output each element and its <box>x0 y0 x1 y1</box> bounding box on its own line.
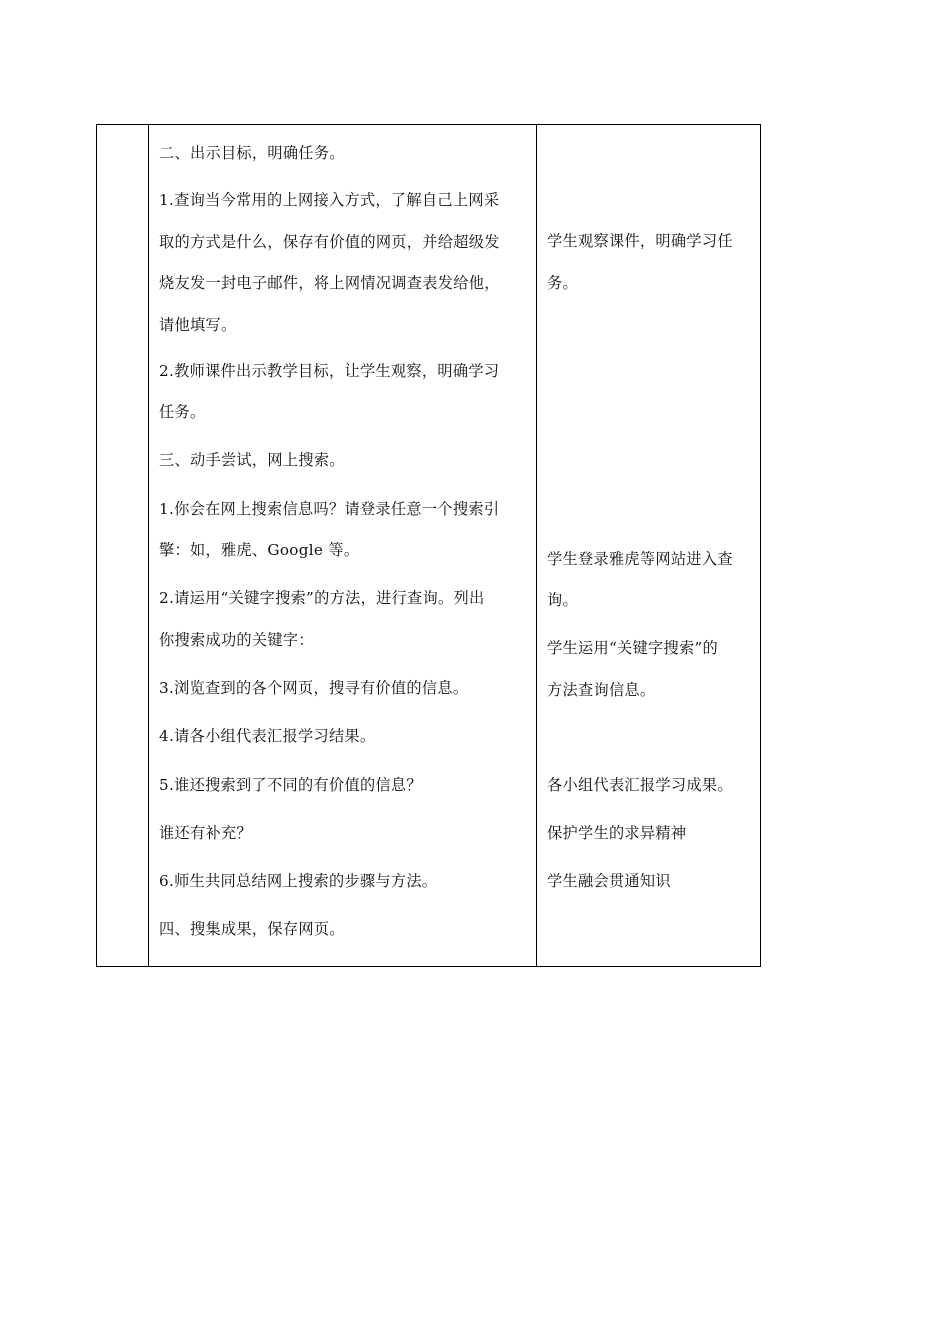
student-line: 询。 <box>547 591 578 609</box>
teacher-line: 四、搜集成果，保存网页。 <box>159 920 345 938</box>
student-line: 保护学生的求异精神 <box>547 824 687 842</box>
teacher-line: 取的方式是什么，保存有价值的网页，并给超级发 <box>159 233 500 251</box>
student-line: 学生登录雅虎等网站进入查 <box>547 550 733 568</box>
teacher-line: 3.浏览查到的各个网页，搜寻有价值的信息。 <box>159 679 469 697</box>
student-line: 各小组代表汇报学习成果。 <box>547 776 733 794</box>
teacher-line: 1.查询当今常用的上网接入方式，了解自己上网采 <box>159 191 500 209</box>
student-line: 务。 <box>547 274 578 292</box>
teacher-line: 擎：如，雅虎、Google 等。 <box>159 541 360 559</box>
teacher-line: 2.请运用“关键字搜索”的方法，进行查询。列出 <box>159 589 485 607</box>
student-line: 方法查询信息。 <box>547 681 656 699</box>
teacher-line: 4.请各小组代表汇报学习结果。 <box>159 727 376 745</box>
student-line: 学生观察课件，明确学习任 <box>547 232 733 250</box>
lesson-table <box>96 124 761 967</box>
teacher-line: 三、动手尝试，网上搜索。 <box>159 451 345 469</box>
teacher-line: 谁还有补充？ <box>159 824 252 842</box>
teacher-line: 烧友发一封电子邮件，将上网情况调查表发给他， <box>159 274 500 292</box>
table-row <box>97 125 761 967</box>
teacher-activity-cell <box>149 125 537 967</box>
teacher-line: 你搜索成功的关键字： <box>159 631 314 649</box>
student-line: 学生融会贯通知识 <box>547 872 671 890</box>
teacher-line: 任务。 <box>159 403 206 421</box>
teacher-line: 请他填写。 <box>159 316 237 334</box>
teacher-line: 1.你会在网上搜索信息吗？请登录任意一个搜索引 <box>159 500 500 518</box>
teacher-line: 2.教师课件出示教学目标，让学生观察，明确学习 <box>159 362 500 380</box>
teacher-line: 6.师生共同总结网上搜索的步骤与方法。 <box>159 872 438 890</box>
empty-column-cell <box>97 125 149 967</box>
student-activity-cell <box>537 125 761 967</box>
student-line: 学生运用“关键字搜索”的 <box>547 639 719 657</box>
teacher-line: 5.谁还搜索到了不同的有价值的信息？ <box>159 776 422 794</box>
teacher-line: 二、出示目标，明确任务。 <box>159 144 345 162</box>
